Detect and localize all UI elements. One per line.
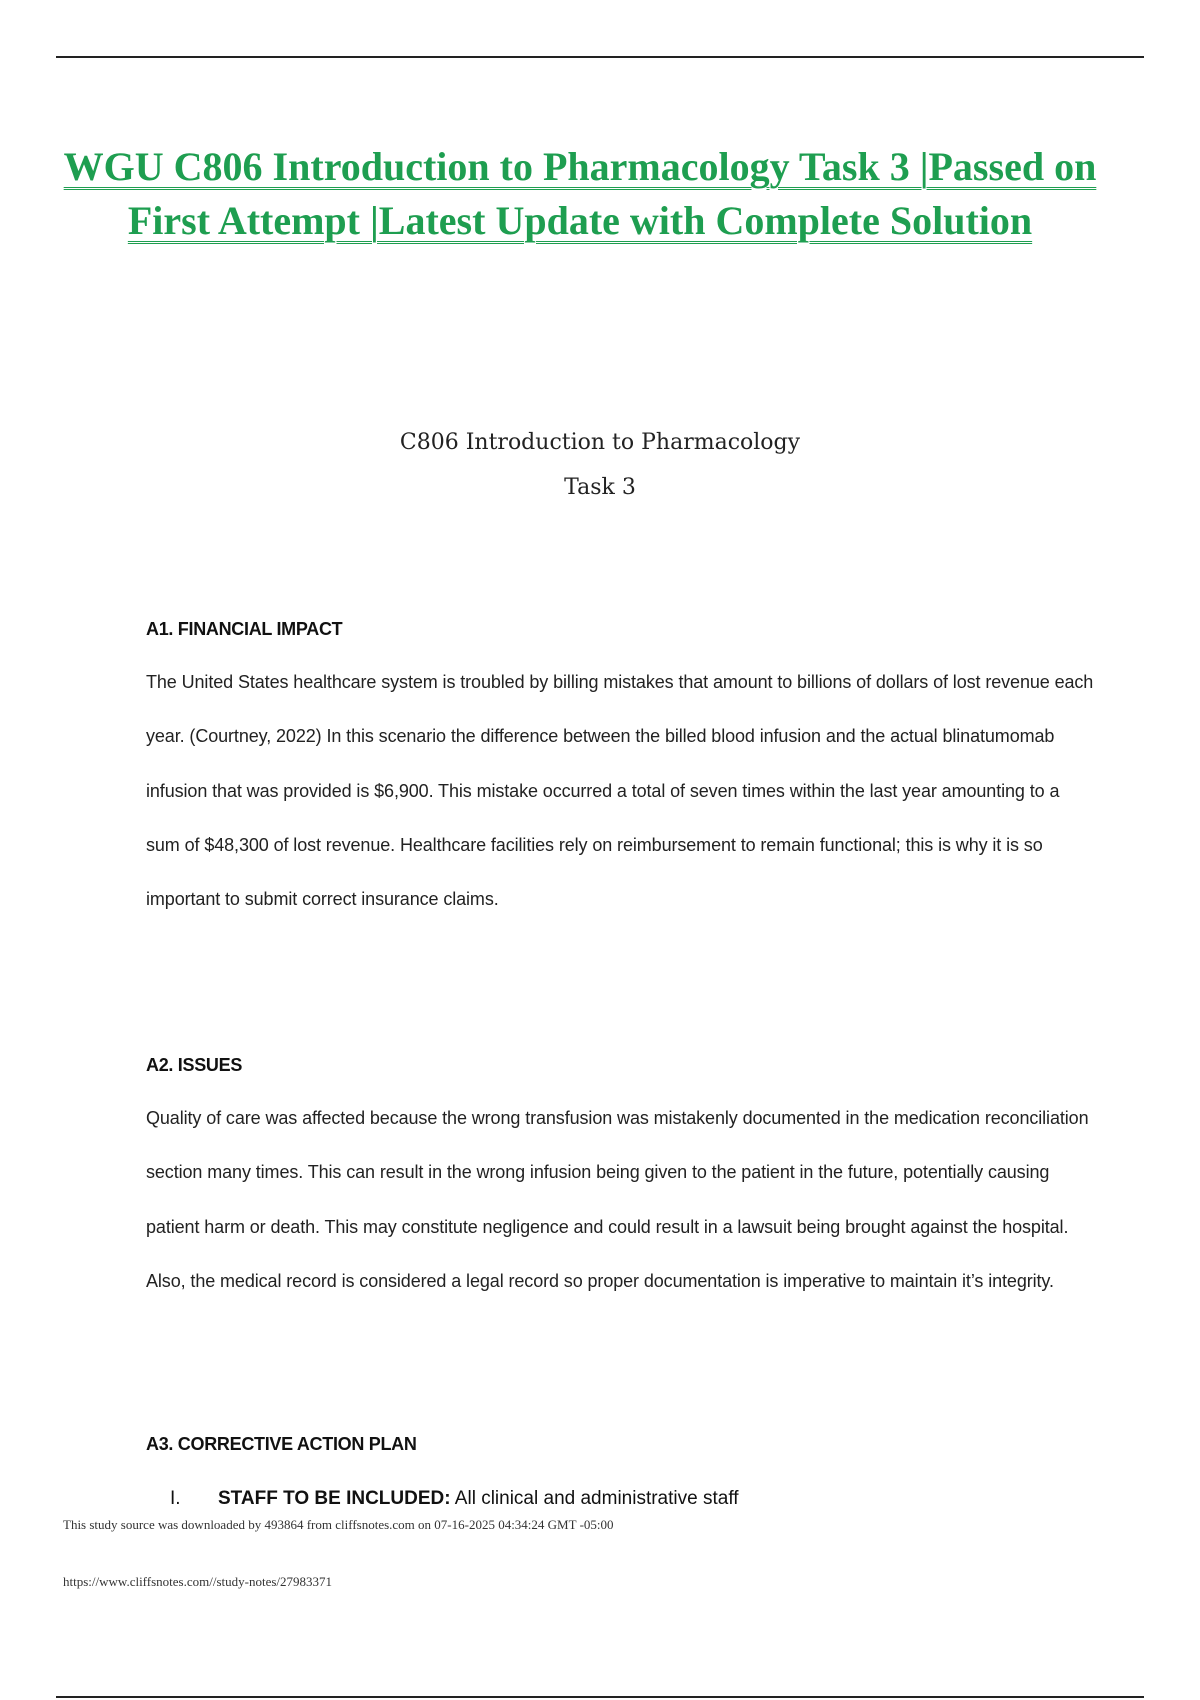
list-item-label: STAFF TO BE INCLUDED: <box>218 1488 451 1509</box>
section-financial-impact <box>146 619 1096 926</box>
section-body: The United States healthcare system is troubled by billing mistakes that amount to billions of dollars of lost revenue each year. (Courtney, 2022) In this scenario the difference between the billed blood infusion and the actual blinatumomab infusion that was provided is $6,900. This mistake occurred a total of seven times within the last year amounting to a sum of $48,300 of lost revenue. Healthcare facilities rely on reimbursement to remain functional; this is why it is so important to submit correct insurance claims. <box>146 672 1094 910</box>
banner-line-1: WGU C806 Introduction to Pharmacology Task 3 |Passed on <box>63 144 1097 189</box>
section-heading: A3. CORRECTIVE ACTION PLAN <box>146 1434 417 1454</box>
banner-line-2: First Attempt |Latest Update with Complete Solution <box>127 198 1033 243</box>
top-rule <box>56 56 1144 58</box>
list-item-number: I. <box>170 1488 181 1509</box>
download-source-note: This study source was downloaded by 493864 from cliffsnotes.com on 07-16-2025 04:34:24 GMT -05:00 <box>63 1517 614 1532</box>
source-url: https://www.cliffsnotes.com//study-notes/27983371 <box>63 1574 333 1589</box>
section-issues <box>146 1055 1096 1308</box>
section-heading: A2. ISSUES <box>146 1055 243 1075</box>
list-item-text: All clinical and administrative staff <box>450 1488 739 1509</box>
banner-title <box>30 140 1130 248</box>
document-title: C806 Introduction to Pharmacology <box>399 430 801 455</box>
document-subtitle: Task 3 <box>564 475 636 500</box>
section-heading: A1. FINANCIAL IMPACT <box>146 619 343 639</box>
bottom-rule <box>56 1696 1144 1698</box>
list-item <box>170 1488 1070 1510</box>
section-body: Quality of care was affected because the wrong transfusion was mistakenly documented in the medication reconciliation section many times. This can result in the wrong infusion being given to the patient in the future, potentially causing patient harm or death. This may constitute negligence and could result in a lawsuit being brought against the hospital. Also, the medical record is considered a legal record so proper documentation is imperative to maintain it’s integrity. <box>146 1108 1089 1291</box>
section-corrective-action-plan <box>146 1434 1096 1455</box>
